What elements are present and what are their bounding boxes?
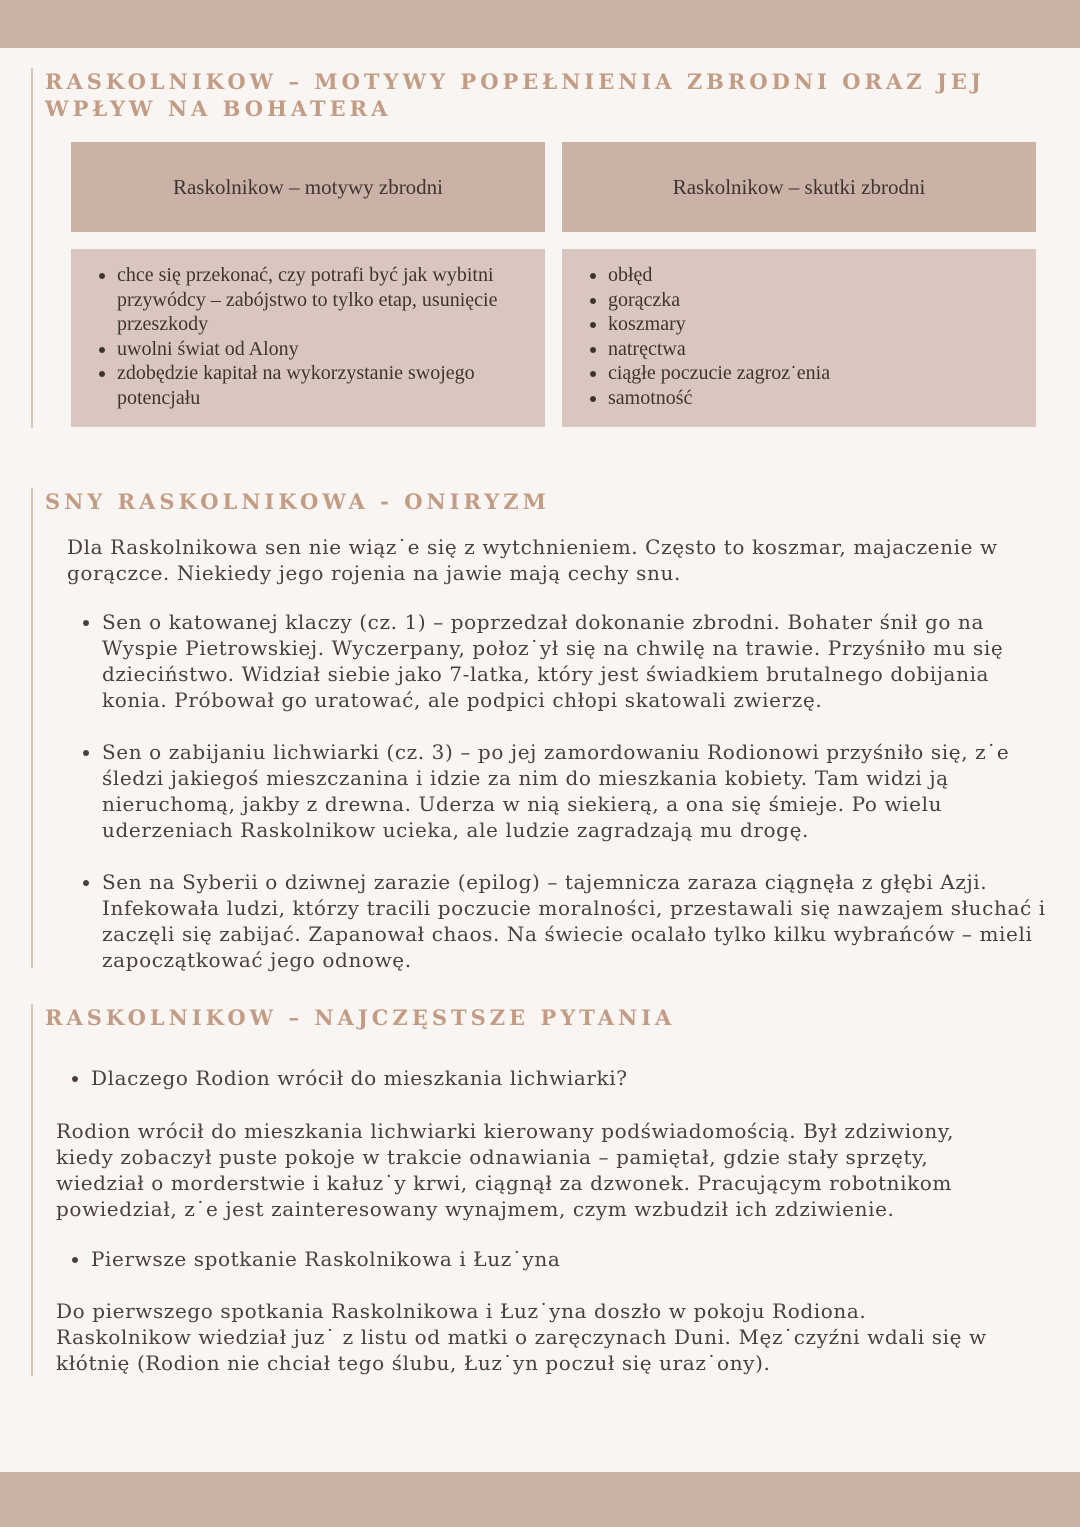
heading-line-1: RASKOLNIKOW – MOTYWY POPEŁNIENIA ZBRODNI ORAZ JEJ <box>45 69 985 94</box>
section-faq <box>31 1004 1031 1376</box>
motives-header <box>71 142 545 232</box>
motives-table <box>71 142 1021 430</box>
list-item: • zdobędzie kapitał na wykorzystanie swojego potencjału <box>117 361 525 410</box>
list-item: • Pierwsze spotkanie Raskolnikowa i Łuz˙yna <box>91 1246 1041 1272</box>
list-item: • Sen na Syberii o dziwnej zarazie (epilog) – tajemnicza zaraza ciągnęła z głębi Azji. Infekowała ludzi, którzy tracili poczucie moralności, przestawali się nawzajem słuchać i zaczęli się zabijać. Zapanował chaos. Na świecie ocalało tylko kilku wybrańców – mieli zapoczątkować jego odnowę. <box>102 869 1052 973</box>
list-item: • Sen o katowanej klaczy (cz. 1) – poprzedzał dokonanie zbrodni. Bohater śnił go na Wyspie Pietrowskiej. Wyczerpany, połoz˙ył się na chwilę na trawie. Przyśniło mu się dzieciństwo. Widział siebie jako 7-latka, który jest świadkiem brutalnego dobijania konia. Próbował go uratować, ale podpici chłopi skatowali zwierzę. <box>102 609 1052 713</box>
section-heading-motives <box>45 68 1031 122</box>
list-item: • gorączka <box>608 288 1016 313</box>
heading-line-2: WPŁYW NA BOHATERA <box>45 96 392 121</box>
effects-cell <box>562 249 1036 427</box>
motives-cell <box>71 249 545 427</box>
faq-question-2 <box>55 1246 1041 1272</box>
dreams-intro: Dla Raskolnikowa sen nie wiąz˙e się z wytchnieniem. Często to koszmar, majaczenie w gorączce. Niekiedy jego rojenia na jawie mają cechy snu. <box>67 535 998 585</box>
list-item: • Sen o zabijaniu lichwiarki (cz. 3) – po jej zamordowaniu Rodionowi przyśniło się, z˙e śledzi jakiegoś mieszczanina i idzie za nim do mieszkania kobiety. Tam widzi ją nieruchomą, jakby z drewna. Uderza w nią siekierą, a ona się śmieje. Po wielu uderzeniach Raskolnikow ucieka, ale ludzie zagradzają mu drogę. <box>102 739 1052 843</box>
motives-list <box>91 263 525 410</box>
effects-list <box>582 263 1016 410</box>
faq-answer-1: Rodion wrócił do mieszkania lichwiarki kierowany podświadomością. Był zdziwiony, kiedy zobaczył puste pokoje w trakcie odnawiania – pamiętał, gdzie stały sprzęty, wiedział o morderstwie i kałuz˙y krwi, ciągnął za dzwonek. Pracującym robotnikom powiedział, z˙e jest zainteresowany wynajmem, czym wzbudził ich zdziwienie. <box>56 1119 955 1221</box>
section-dreams <box>31 488 1046 972</box>
list-item: • samotność <box>608 386 1016 411</box>
list-item: • obłęd <box>608 263 1016 288</box>
section-motives <box>31 68 1031 428</box>
section-heading-faq: RASKOLNIKOW – NAJCZĘSTSZE PYTANIA <box>45 1005 676 1030</box>
list-item: • uwolni świat od Alony <box>117 337 525 362</box>
effects-header <box>562 142 1036 232</box>
list-item: • chce się przekonać, czy potrafi być jak wybitni przywódcy – zabójstwo to tylko etap, usunięcie przeszkody <box>117 263 525 337</box>
section-heading-dreams: SNY RASKOLNIKOWA - ONIRYZM <box>45 489 550 514</box>
bottom-band <box>0 1472 1080 1527</box>
list-item: • natręctwa <box>608 337 1016 362</box>
motives-header-label: Raskolnikow – motywy zbrodni <box>172 174 444 199</box>
dreams-list <box>66 609 1052 999</box>
list-item: • Dlaczego Rodion wrócił do mieszkania lichwiarki? <box>91 1065 1041 1091</box>
top-band <box>0 0 1080 48</box>
list-item: • ciągłe poczucie zagroz˙enia <box>608 361 1016 386</box>
faq-answer-2: Do pierwszego spotkania Raskolnikowa i Łuz˙yna doszło w pokoju Rodiona. Raskolnikow wiedział juz˙ z listu od matki o zaręczynach Duni. Męz˙czyźni wdali się w kłótnię (Rodion nie chciał tego ślubu, Łuz˙yn poczuł się uraz˙ony). <box>56 1299 987 1375</box>
faq-question-1 <box>55 1065 1041 1091</box>
effects-header-label: Raskolnikow – skutki zbrodni <box>672 174 926 199</box>
list-item: • koszmary <box>608 312 1016 337</box>
